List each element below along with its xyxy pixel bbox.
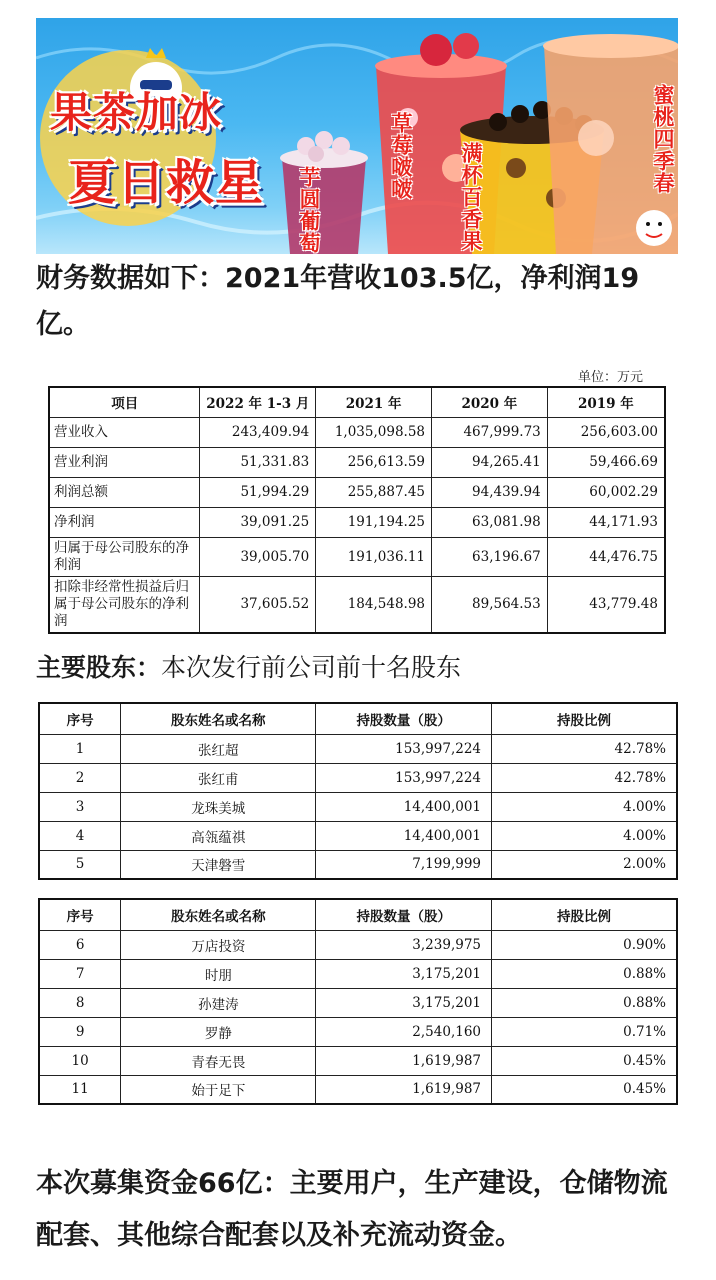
- share-ratio: 0.45%: [492, 1075, 677, 1104]
- row-number: 3: [39, 792, 121, 821]
- cell-value: 63,196.67: [432, 537, 548, 576]
- table-header-row: [49, 387, 665, 417]
- row-label: 利润总额: [49, 477, 200, 507]
- investment-heading: 本次募集资金66亿：主要用户，生产建设，仓储物流配套、其他综合配套以及补充流动资金。: [36, 1168, 668, 1251]
- column-header: 项目: [49, 387, 200, 417]
- shareholders-table-top5: [38, 702, 678, 880]
- share-ratio: 42.78%: [492, 763, 677, 792]
- column-header: 股东姓名或名称: [121, 899, 316, 930]
- shareholder-name: 张红甫: [121, 763, 316, 792]
- share-ratio: 42.78%: [492, 734, 677, 763]
- row-label: 营业利润: [49, 447, 200, 477]
- row-label: 营业收入: [49, 417, 200, 447]
- share-count: 14,400,001: [316, 821, 492, 850]
- cell-value: 191,194.25: [316, 507, 432, 537]
- cell-value: 184,548.98: [316, 576, 432, 633]
- row-number: 8: [39, 988, 121, 1017]
- table-row: [39, 1046, 677, 1075]
- cell-value: 63,081.98: [432, 507, 548, 537]
- table-row: [39, 1017, 677, 1046]
- share-ratio: 0.90%: [492, 930, 677, 959]
- cell-value: 39,005.70: [200, 537, 316, 576]
- unit-note: 单位：万元: [578, 370, 644, 385]
- cell-value: 467,999.73: [432, 417, 548, 447]
- promo-banner: [36, 18, 678, 254]
- row-number: 5: [39, 850, 121, 879]
- share-ratio: 4.00%: [492, 792, 677, 821]
- row-number: 11: [39, 1075, 121, 1104]
- column-header: 持股数量（股）: [316, 703, 492, 734]
- financial-table: [48, 386, 666, 634]
- share-ratio: 2.00%: [492, 850, 677, 879]
- shareholder-name: 天津磐雪: [121, 850, 316, 879]
- share-count: 2,540,160: [316, 1017, 492, 1046]
- table-row: [39, 792, 677, 821]
- table-row: [39, 821, 677, 850]
- share-count: 153,997,224: [316, 734, 492, 763]
- share-ratio: 0.88%: [492, 959, 677, 988]
- shareholder-name: 龙珠美城: [121, 792, 316, 821]
- drink-label-strawberry: 草莓啵啵: [389, 112, 413, 200]
- cell-value: 94,439.94: [432, 477, 548, 507]
- drink-label-taro: 芋圆葡萄: [297, 166, 321, 254]
- cell-value: 59,466.69: [547, 447, 665, 477]
- table-header-row: [39, 899, 677, 930]
- column-header: 股东姓名或名称: [121, 703, 316, 734]
- shareholders-heading-rest: 本次发行前公司前十名股东: [161, 653, 462, 682]
- cell-value: 256,613.59: [316, 447, 432, 477]
- row-number: 6: [39, 930, 121, 959]
- shareholder-name: 孙建涛: [121, 988, 316, 1017]
- column-header: 持股比例: [492, 703, 677, 734]
- table-row: [39, 988, 677, 1017]
- column-header: 2021 年: [316, 387, 432, 417]
- column-header: 持股数量（股）: [316, 899, 492, 930]
- row-number: 2: [39, 763, 121, 792]
- share-count: 3,175,201: [316, 988, 492, 1017]
- column-header: 持股比例: [492, 899, 677, 930]
- cell-value: 37,605.52: [200, 576, 316, 633]
- table-header-row: [39, 703, 677, 734]
- share-ratio: 4.00%: [492, 821, 677, 850]
- shareholders-heading-bold: 主要股东：: [36, 653, 162, 682]
- table-row: [39, 930, 677, 959]
- cell-value: 256,603.00: [547, 417, 665, 447]
- column-header: 序号: [39, 703, 121, 734]
- row-number: 1: [39, 734, 121, 763]
- shareholder-name: 张红超: [121, 734, 316, 763]
- row-number: 10: [39, 1046, 121, 1075]
- table-row: [49, 576, 665, 633]
- table-row: [49, 477, 665, 507]
- share-ratio: 0.88%: [492, 988, 677, 1017]
- shareholder-name: 万店投资: [121, 930, 316, 959]
- table-row: [49, 507, 665, 537]
- banner-title-line1: 果茶加冰: [50, 88, 223, 137]
- cell-value: 1,035,098.58: [316, 417, 432, 447]
- table-row: [49, 447, 665, 477]
- table-row: [49, 417, 665, 447]
- drink-label-peach: 蜜桃四季春: [651, 84, 675, 194]
- cell-value: 255,887.45: [316, 477, 432, 507]
- table-row: [39, 763, 677, 792]
- shareholder-name: 高瓴蕴祺: [121, 821, 316, 850]
- share-count: 14,400,001: [316, 792, 492, 821]
- row-number: 9: [39, 1017, 121, 1046]
- column-header: 2019 年: [547, 387, 665, 417]
- table-row: [39, 734, 677, 763]
- cell-value: 60,002.29: [547, 477, 665, 507]
- table-row: [39, 850, 677, 879]
- cell-value: 44,171.93: [547, 507, 665, 537]
- shareholders-table-rest: [38, 898, 678, 1105]
- shareholder-name: 时朋: [121, 959, 316, 988]
- share-count: 153,997,224: [316, 763, 492, 792]
- cell-value: 191,036.11: [316, 537, 432, 576]
- row-number: 4: [39, 821, 121, 850]
- share-count: 7,199,999: [316, 850, 492, 879]
- cell-value: 51,331.83: [200, 447, 316, 477]
- share-ratio: 0.71%: [492, 1017, 677, 1046]
- share-count: 1,619,987: [316, 1075, 492, 1104]
- banner-title-line2: 夏日救星: [68, 155, 265, 211]
- column-header: 序号: [39, 899, 121, 930]
- cell-value: 89,564.53: [432, 576, 548, 633]
- row-label: 净利润: [49, 507, 200, 537]
- cell-value: 51,994.29: [200, 477, 316, 507]
- small-mascot-icon: [636, 210, 672, 246]
- shareholder-name: 青春无畏: [121, 1046, 316, 1075]
- shareholders-heading: [36, 648, 461, 688]
- drink-label-passion-fruit: 满杯百香果: [459, 142, 483, 252]
- cell-value: 43,779.48: [547, 576, 665, 633]
- shareholder-name: 始于足下: [121, 1075, 316, 1104]
- column-header: 2022 年 1-3 月: [200, 387, 316, 417]
- cell-value: 243,409.94: [200, 417, 316, 447]
- table-row: [39, 959, 677, 988]
- cell-value: 44,476.75: [547, 537, 665, 576]
- row-label: 扣除非经常性损益后归属于母公司股东的净利润: [49, 576, 200, 633]
- share-ratio: 0.45%: [492, 1046, 677, 1075]
- row-number: 7: [39, 959, 121, 988]
- share-count: 1,619,987: [316, 1046, 492, 1075]
- table-row: [49, 537, 665, 576]
- column-header: 2020 年: [432, 387, 548, 417]
- cell-value: 39,091.25: [200, 507, 316, 537]
- share-count: 3,239,975: [316, 930, 492, 959]
- shareholder-name: 罗静: [121, 1017, 316, 1046]
- row-label: 归属于母公司股东的净利润: [49, 537, 200, 576]
- cell-value: 94,265.41: [432, 447, 548, 477]
- share-count: 3,175,201: [316, 959, 492, 988]
- financial-heading: 财务数据如下：2021年营收103.5亿，净利润19亿。: [36, 263, 640, 340]
- table-row: [39, 1075, 677, 1104]
